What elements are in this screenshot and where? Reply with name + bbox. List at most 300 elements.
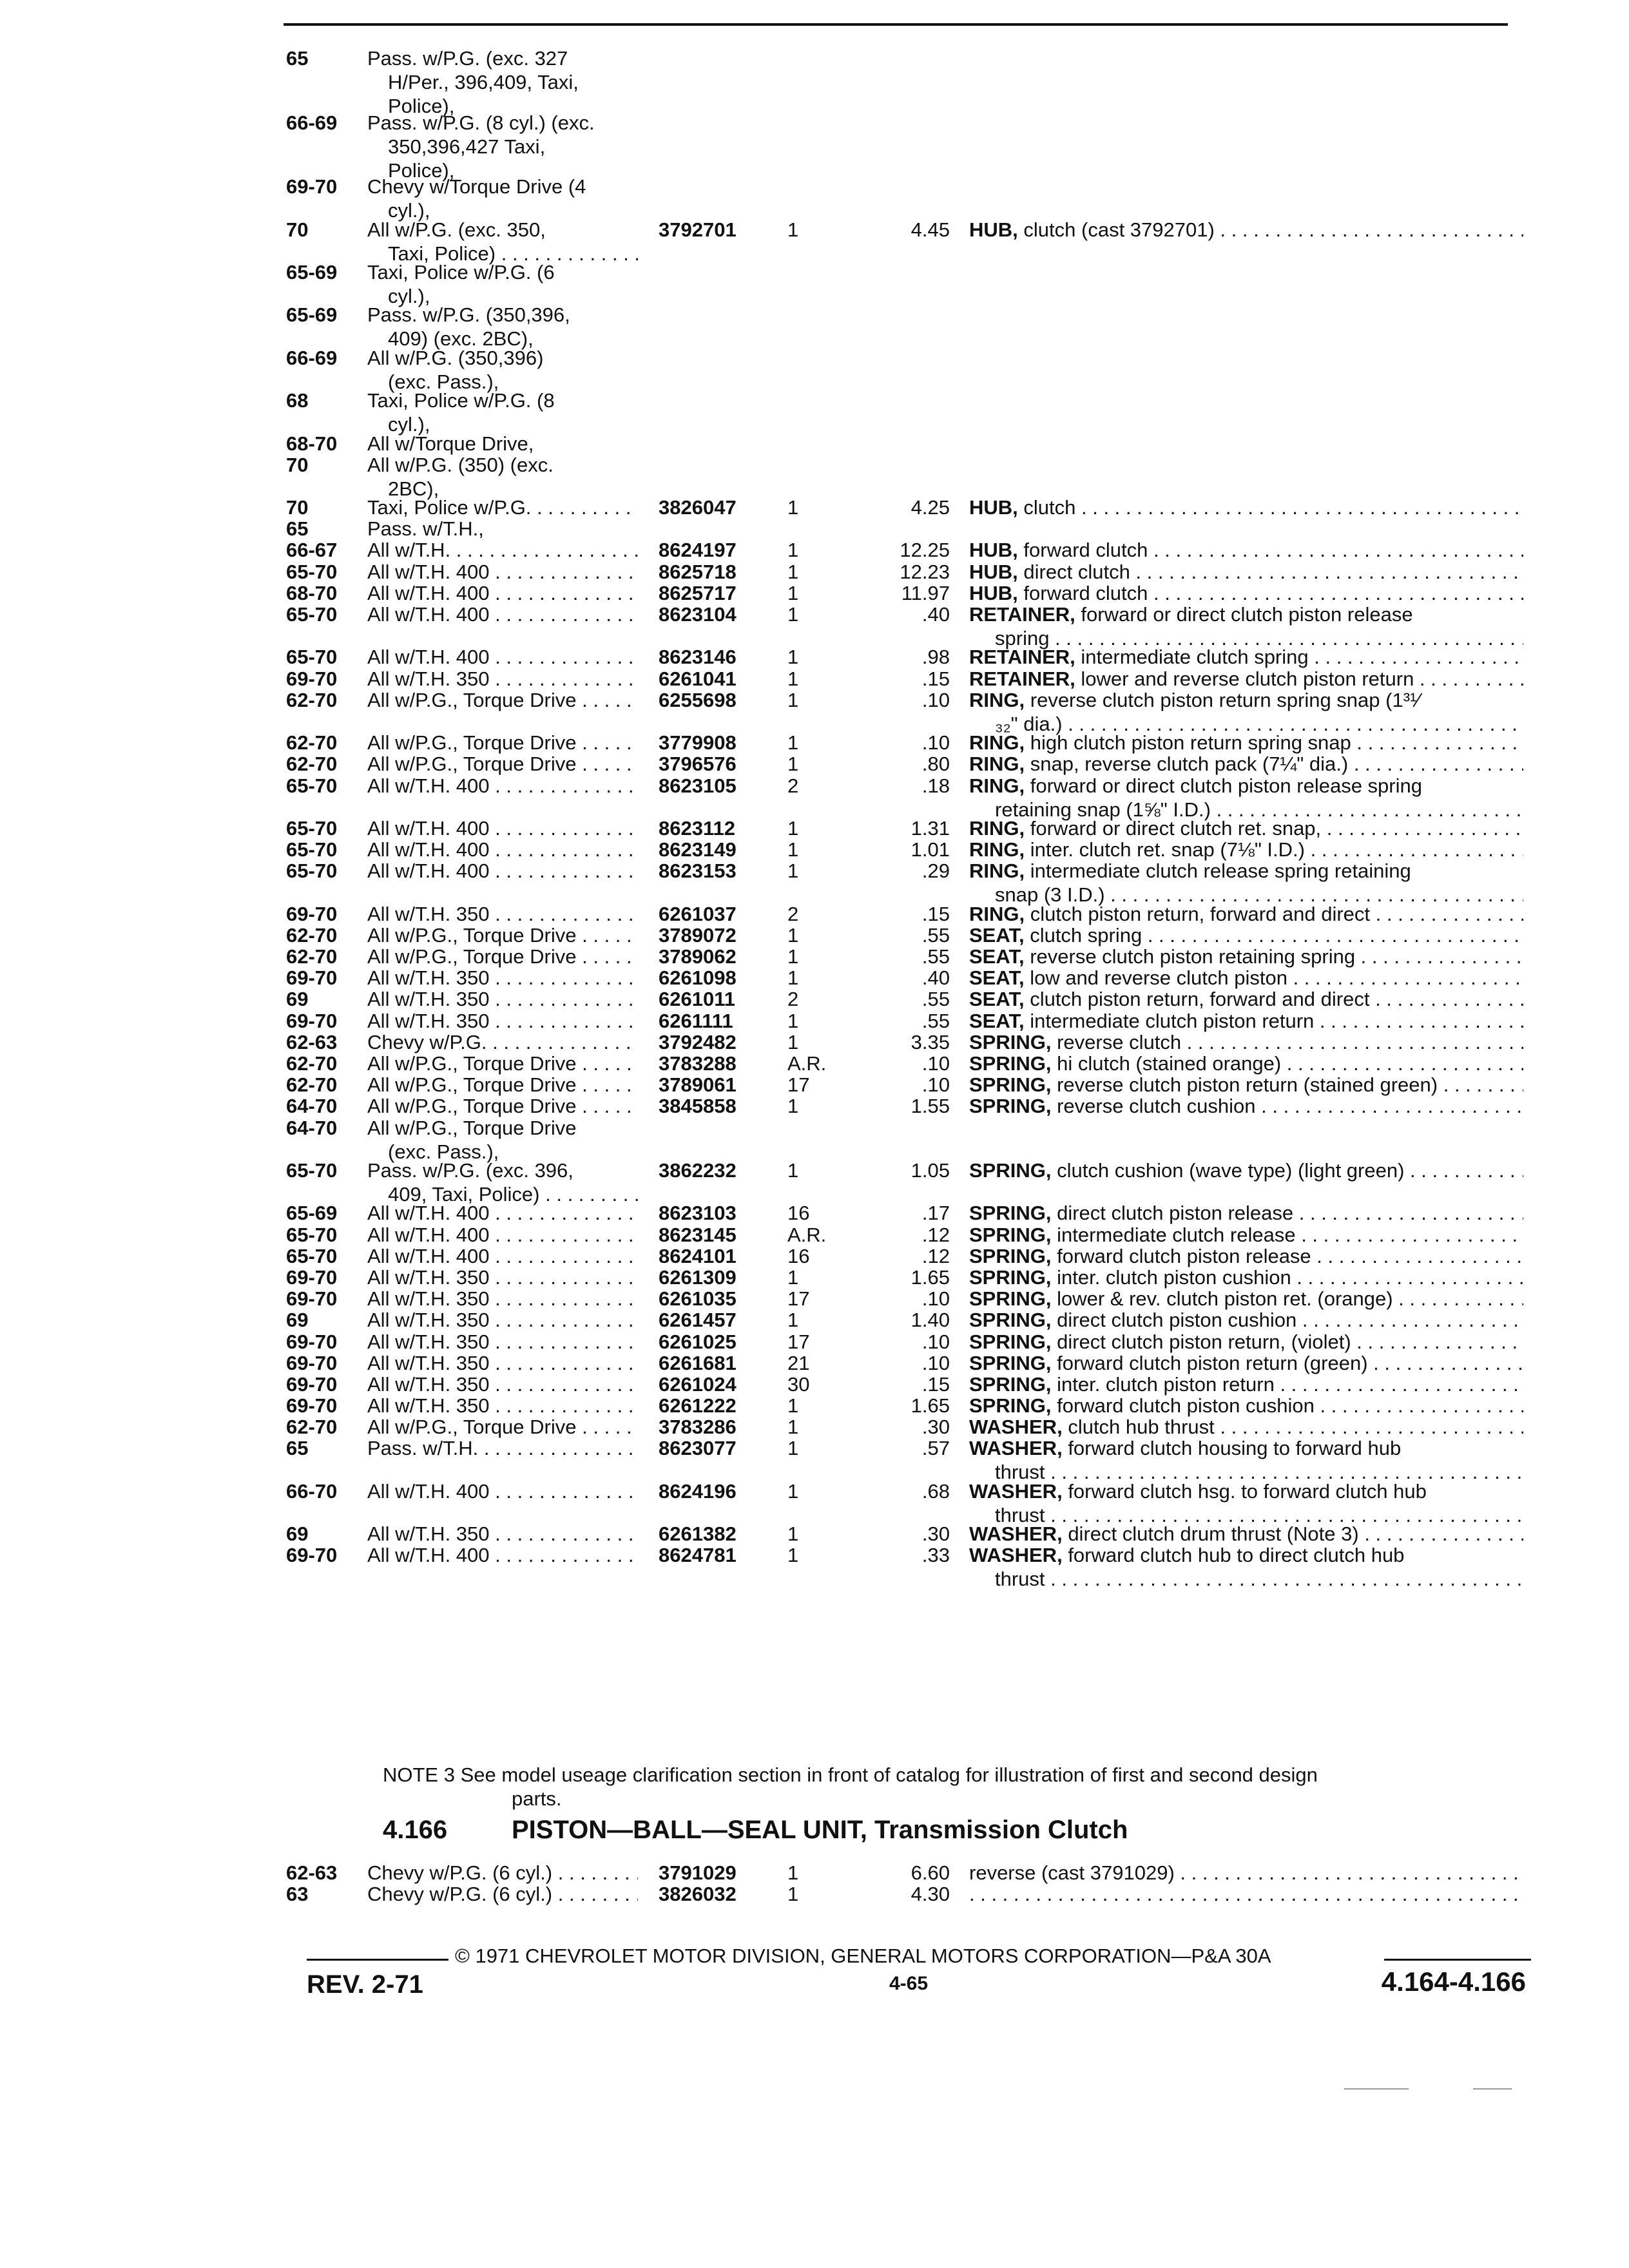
description-text: forward or direct clutch ret. snap, — [1030, 816, 1322, 840]
table-row — [286, 1116, 1523, 1163]
part-description — [969, 987, 1523, 1011]
model-line: Chevy w/Torque Drive (4 — [367, 175, 586, 198]
part-number: 8623112 — [659, 816, 735, 840]
part-number: 6261037 — [659, 902, 737, 925]
part-number: 6261382 — [659, 1523, 737, 1546]
price: .40 — [921, 966, 950, 990]
model-application — [367, 46, 638, 118]
table-row — [286, 560, 1523, 581]
part-name: SPRING, — [969, 1202, 1052, 1225]
part-description — [969, 688, 1523, 736]
model-line: All w/P.G., Torque Drive . . . — [367, 945, 638, 968]
description-text: reverse clutch cushion — [1057, 1095, 1256, 1118]
table-row — [286, 1479, 1523, 1526]
model-application — [367, 1223, 638, 1247]
price: .10 — [921, 1287, 950, 1311]
description-line — [969, 560, 1523, 584]
model-year: 65 — [286, 517, 309, 541]
table-row — [286, 645, 1523, 669]
model-line: All w/T.H. 400 . . . — [367, 560, 638, 584]
model-year: 62-63 — [286, 1030, 338, 1053]
description-text: retaining snap (1⅝" I.D.) — [995, 798, 1211, 821]
price: 4.25 — [911, 496, 950, 519]
part-number: 6261011 — [659, 988, 735, 1011]
description-text: intermediate clutch piston return — [1030, 1009, 1315, 1032]
part-description — [969, 838, 1523, 861]
part-name: RING, — [969, 774, 1025, 797]
price: .57 — [921, 1437, 950, 1460]
description-text: intermediate clutch spring — [1081, 646, 1309, 669]
model-line: cyl.), — [388, 199, 430, 222]
part-number: 3779908 — [659, 731, 737, 754]
model-application — [367, 1436, 638, 1460]
model-application — [367, 389, 638, 436]
quantity: 17 — [787, 1330, 810, 1353]
model-year: 70 — [286, 218, 309, 241]
table-row — [286, 1394, 1523, 1418]
description-line — [969, 1158, 1523, 1182]
price: 11.97 — [901, 581, 950, 604]
model-application — [367, 1351, 638, 1375]
model-application — [367, 538, 638, 562]
description-text: clutch (cast 3792701) — [1023, 218, 1215, 241]
description-line — [969, 923, 1523, 947]
model-line: All w/T.H. 350 . . . — [367, 667, 638, 691]
price: .10 — [921, 731, 950, 754]
model-year: 68-70 — [286, 432, 338, 455]
description-text: high clutch piston return spring snap — [1030, 731, 1351, 754]
table-row — [286, 1073, 1523, 1097]
table-row — [286, 902, 1523, 923]
model-line: All w/P.G., Torque Drive . . . — [367, 1052, 638, 1075]
price: .12 — [921, 1244, 950, 1267]
part-number: 6261111 — [659, 1009, 733, 1032]
part-description — [969, 667, 1523, 691]
table-row — [286, 1052, 1523, 1073]
part-name: WASHER, — [969, 1544, 1063, 1567]
table-row — [286, 46, 1523, 117]
part-description — [969, 1479, 1523, 1527]
section-heading — [383, 1816, 1128, 1845]
part-number: 6261098 — [659, 966, 737, 990]
description-line — [969, 1436, 1523, 1460]
part-number: 3826047 — [659, 496, 737, 519]
model-application — [367, 1201, 638, 1225]
quantity: 1 — [787, 560, 799, 583]
table-row — [286, 838, 1523, 859]
model-application — [367, 1052, 638, 1075]
model-year: 65 — [286, 1437, 309, 1460]
quantity: 1 — [787, 1883, 799, 1906]
model-application — [367, 1073, 638, 1097]
model-line: All w/Torque Drive, — [367, 432, 534, 455]
model-year: 70 — [286, 453, 309, 476]
description-line — [969, 1265, 1523, 1289]
description-text: forward clutch hsg. to forward clutch hub — [1068, 1479, 1427, 1503]
model-line: cyl.), — [388, 284, 430, 307]
price: 1.40 — [911, 1309, 950, 1332]
description-line — [969, 1244, 1523, 1268]
quantity: 1 — [787, 838, 799, 861]
model-application — [367, 987, 638, 1011]
price: 1.55 — [911, 1095, 950, 1118]
model-application — [367, 1522, 638, 1546]
quantity: 1 — [787, 1095, 799, 1118]
revision-label: REV. 2-71 — [307, 1970, 423, 1999]
price: .33 — [921, 1544, 950, 1567]
part-name: SPRING, — [969, 1223, 1052, 1246]
quantity: 1 — [787, 603, 799, 626]
model-line: All w/T.H. 350 . . . — [367, 1009, 638, 1033]
description-line — [969, 1882, 1523, 1906]
part-number: 6255698 — [659, 688, 737, 711]
model-line: All w/P.G. (exc. 350, — [367, 218, 546, 241]
part-name: RETAINER, — [969, 603, 1075, 626]
part-number: 8624101 — [659, 1244, 737, 1267]
model-line: Taxi, Police) . . . — [367, 242, 638, 265]
model-line: Police), — [388, 159, 455, 182]
quantity: 1 — [787, 753, 799, 776]
price: .98 — [921, 646, 950, 669]
quantity: 16 — [787, 1202, 810, 1225]
model-application — [367, 1116, 638, 1164]
description-text: clutch — [1023, 496, 1076, 519]
part-number: 6261222 — [659, 1394, 737, 1418]
model-year: 65-70 — [286, 816, 338, 840]
model-application — [367, 1030, 638, 1054]
description-line — [969, 1394, 1523, 1418]
description-text: inter. clutch piston return — [1057, 1372, 1275, 1396]
table-row — [286, 260, 1523, 307]
model-application — [367, 1415, 638, 1439]
description-text: low and reverse clutch piston — [1030, 966, 1287, 990]
description-text: clutch cushion (wave type) (light green) — [1057, 1159, 1405, 1182]
part-name: RING, — [969, 902, 1025, 925]
model-line: All w/T.H. 400 . . . — [367, 645, 638, 669]
table-row — [286, 1265, 1523, 1287]
model-application — [367, 1861, 638, 1885]
description-line — [969, 1030, 1523, 1054]
model-application — [367, 1158, 638, 1206]
model-line: H/Per., 396,409, Taxi, — [388, 71, 579, 93]
model-line: All w/P.G., Torque Drive . . . — [367, 731, 638, 754]
quantity: 17 — [787, 1287, 810, 1311]
model-line: All w/T.H. 350 . . . — [367, 1394, 638, 1418]
part-name: SEAT, — [969, 1009, 1025, 1032]
model-line: All w/P.G., Torque Drive . . . — [367, 923, 638, 947]
description-text: spring — [995, 627, 1050, 650]
part-name: HUB, — [969, 218, 1018, 241]
quantity: 1 — [787, 1416, 799, 1439]
price: .10 — [921, 1073, 950, 1097]
part-number: 8624196 — [659, 1479, 737, 1503]
model-line: All w/T.H. 400 . . . — [367, 1223, 638, 1247]
part-description — [969, 923, 1523, 947]
table-row — [286, 538, 1523, 562]
model-application — [367, 453, 638, 501]
part-number: 3862232 — [659, 1159, 737, 1182]
model-line: All w/T.H. 400 . . . — [367, 602, 638, 626]
part-name: RING, — [969, 816, 1025, 840]
part-number: 3789072 — [659, 923, 737, 947]
description-line — [969, 688, 1523, 712]
table-row — [286, 1522, 1523, 1546]
part-name: SPRING, — [969, 1159, 1052, 1182]
model-application — [367, 945, 638, 968]
parts-table — [286, 46, 1523, 1591]
model-line: Taxi, Police w/P.G. (6 — [367, 260, 555, 284]
description-text: direct clutch — [1023, 560, 1130, 583]
part-description — [969, 218, 1523, 242]
part-number: 3783288 — [659, 1052, 737, 1075]
table-row — [286, 495, 1523, 517]
description-line — [969, 945, 1523, 968]
part-name: SPRING, — [969, 1030, 1052, 1053]
part-description — [969, 1330, 1523, 1354]
description-text: clutch piston return, forward and direct — [1030, 988, 1370, 1011]
description-text: inter. clutch piston cushion — [1057, 1265, 1291, 1289]
table-row — [286, 1351, 1523, 1372]
part-description — [969, 774, 1523, 822]
part-name: SEAT, — [969, 923, 1025, 947]
table-row — [286, 966, 1523, 990]
model-year: 65-69 — [286, 1202, 338, 1225]
description-line — [969, 731, 1523, 754]
section-parts-table — [286, 1861, 1523, 1906]
part-number: 6261025 — [659, 1330, 737, 1353]
quantity: 1 — [787, 945, 799, 968]
model-application — [367, 816, 638, 840]
description-text: ₃₂" dia.) — [995, 712, 1063, 735]
part-description — [969, 816, 1523, 840]
model-line: All w/T.H. 350 . . . — [367, 1522, 638, 1546]
part-description — [969, 581, 1523, 605]
model-line: All w/P.G., Torque Drive . . . — [367, 1094, 638, 1118]
model-year: 62-70 — [286, 945, 338, 968]
model-year: 62-70 — [286, 1052, 338, 1075]
part-number: 3783286 — [659, 1416, 737, 1439]
description-line — [969, 1308, 1523, 1332]
description-text: lower and reverse clutch piston return — [1081, 667, 1414, 690]
footnote-line: NOTE 3 See model useage clarification section in front of catalog for illustration of first and second design — [383, 1763, 1318, 1786]
price: .80 — [921, 753, 950, 776]
table-row — [286, 774, 1523, 821]
model-line: All w/P.G., Torque Drive . . . — [367, 688, 638, 712]
model-year: 65-70 — [286, 603, 338, 626]
description-text: forward clutch piston return (green) — [1057, 1351, 1368, 1374]
description-line — [969, 1223, 1523, 1247]
part-description — [969, 560, 1523, 584]
part-number: 8623153 — [659, 860, 737, 883]
part-number: 8623145 — [659, 1223, 737, 1246]
model-line: cyl.), — [388, 413, 430, 436]
model-year: 65-70 — [286, 646, 338, 669]
table-row — [286, 303, 1523, 351]
description-line — [969, 581, 1523, 605]
part-name: SEAT, — [969, 966, 1025, 990]
footnote-line: parts. — [512, 1787, 562, 1810]
description-line — [969, 859, 1523, 883]
model-year: 62-70 — [286, 731, 338, 754]
table-row — [286, 432, 1523, 453]
description-text: thrust — [995, 1461, 1045, 1484]
description-text: snap, reverse clutch pack (7¼" dia.) — [1030, 753, 1349, 776]
part-name: RING, — [969, 838, 1025, 861]
part-description — [969, 645, 1523, 669]
model-year: 66-69 — [286, 111, 338, 134]
description-line — [969, 1415, 1523, 1439]
part-description — [969, 1030, 1523, 1054]
description-text: direct clutch piston cushion — [1057, 1309, 1297, 1332]
model-line: All w/T.H. 350 . . . — [367, 1308, 638, 1332]
model-line: All w/T.H. 400 . . . — [367, 1201, 638, 1225]
model-year: 69 — [286, 1309, 309, 1332]
model-year: 65-70 — [286, 1244, 338, 1267]
description-line — [969, 1372, 1523, 1396]
table-row — [286, 453, 1523, 500]
model-line: Taxi, Police w/P.G. (8 — [367, 389, 555, 412]
part-name: SPRING, — [969, 1372, 1052, 1396]
part-number: 8623149 — [659, 838, 737, 861]
model-year: 69-70 — [286, 1265, 338, 1289]
model-application — [367, 495, 638, 519]
price: .10 — [921, 1052, 950, 1075]
model-year: 65-70 — [286, 1223, 338, 1246]
price: .12 — [921, 1223, 950, 1246]
quantity: 1 — [787, 688, 799, 711]
table-row — [286, 731, 1523, 752]
model-line: All w/T.H. 350 . . . — [367, 1372, 638, 1396]
part-description — [969, 1861, 1523, 1885]
price: .10 — [921, 688, 950, 711]
part-description — [969, 1287, 1523, 1311]
part-number: 8624197 — [659, 539, 737, 562]
model-year: 62-70 — [286, 923, 338, 947]
table-row — [286, 1030, 1523, 1052]
part-name: SPRING, — [969, 1095, 1052, 1118]
description-line — [969, 218, 1523, 242]
model-year: 69-70 — [286, 1330, 338, 1353]
part-description — [969, 1522, 1523, 1546]
model-year: 64-70 — [286, 1095, 338, 1118]
part-name: SPRING, — [969, 1287, 1052, 1311]
page-number: 4-65 — [889, 1973, 929, 1994]
table-row — [286, 1330, 1523, 1351]
table-row — [286, 175, 1523, 222]
model-year: 69-70 — [286, 1351, 338, 1374]
part-name: SEAT, — [969, 945, 1025, 968]
model-year: 68-70 — [286, 581, 338, 604]
model-application — [367, 1287, 638, 1311]
quantity: 2 — [787, 988, 799, 1011]
model-year: 62-70 — [286, 753, 338, 776]
part-description — [969, 731, 1523, 754]
part-number: 6261024 — [659, 1372, 737, 1396]
part-name: SPRING, — [969, 1244, 1052, 1267]
part-description — [969, 1882, 1523, 1906]
table-row — [286, 1287, 1523, 1311]
part-number: 8625717 — [659, 581, 737, 604]
description-line — [969, 1567, 1523, 1591]
quantity: 1 — [787, 581, 799, 604]
model-application — [367, 645, 638, 669]
model-year: 62-63 — [286, 1861, 338, 1884]
model-application — [367, 111, 638, 182]
part-number: 6261309 — [659, 1265, 737, 1289]
top-rule — [284, 23, 1508, 26]
model-year: 69-70 — [286, 1009, 338, 1032]
model-year: 69-70 — [286, 966, 338, 990]
price: .55 — [921, 945, 950, 968]
model-application — [367, 1265, 638, 1289]
description-text: direct clutch piston return, (violet) — [1057, 1330, 1351, 1353]
footnote — [383, 1763, 1517, 1811]
table-row — [286, 346, 1523, 393]
quantity: 1 — [787, 816, 799, 840]
part-name: WASHER, — [969, 1437, 1063, 1460]
model-line: Pass. w/P.G. (exc. 396, — [367, 1159, 574, 1182]
model-application — [367, 1094, 638, 1118]
model-line: All w/T.H. 350 . . . — [367, 1351, 638, 1375]
description-line — [969, 1073, 1523, 1097]
section-title: PISTON—BALL—SEAL UNIT, Transmission Clutch — [512, 1816, 1128, 1844]
part-number: 8623146 — [659, 646, 737, 669]
model-line: All w/P.G., Torque Drive . . . — [367, 752, 638, 776]
table-row — [286, 859, 1523, 907]
model-year: 62-70 — [286, 1416, 338, 1439]
description-text: lower & rev. clutch piston ret. (orange) — [1057, 1287, 1393, 1311]
table-row — [286, 1244, 1523, 1265]
description-text: thrust — [995, 1568, 1045, 1591]
model-year: 65-70 — [286, 860, 338, 883]
part-description — [969, 1094, 1523, 1118]
part-number: 8623103 — [659, 1202, 737, 1225]
quantity: 17 — [787, 1073, 810, 1097]
part-description — [969, 1244, 1523, 1268]
quantity: 1 — [787, 966, 799, 990]
table-row — [286, 1415, 1523, 1439]
description-text: forward clutch — [1023, 581, 1148, 604]
description-text: clutch spring — [1030, 923, 1142, 947]
description-line — [969, 1861, 1523, 1885]
price: .30 — [921, 1416, 950, 1439]
quantity: 1 — [787, 860, 799, 883]
description-line — [969, 1522, 1523, 1546]
table-row — [286, 945, 1523, 966]
model-line: All w/T.H. 400 . . . — [367, 1479, 638, 1503]
model-line: Pass. w/T.H., — [367, 517, 484, 541]
model-application — [367, 966, 638, 990]
scan-artifact — [1344, 2088, 1409, 2090]
model-line: Chevy w/P.G. (6 cyl.) . . . — [367, 1861, 638, 1885]
model-application — [367, 859, 638, 883]
description-text: forward or direct clutch piston release spring — [1030, 774, 1422, 797]
model-line: All w/T.H. 400 . . . — [367, 581, 638, 605]
part-name: SPRING, — [969, 1265, 1052, 1289]
model-year: 65 — [286, 47, 309, 70]
part-name: SPRING, — [969, 1073, 1052, 1097]
quantity: 1 — [787, 923, 799, 947]
model-line: All w/P.G., Torque Drive . . . — [367, 1415, 638, 1439]
quantity: 1 — [787, 1479, 799, 1503]
description-line — [969, 538, 1523, 562]
table-row — [286, 1223, 1523, 1244]
part-name: HUB, — [969, 496, 1018, 519]
quantity: A.R. — [787, 1052, 827, 1075]
description-line — [969, 1351, 1523, 1375]
part-description — [969, 966, 1523, 990]
model-line: (exc. Pass.), — [388, 1140, 499, 1163]
